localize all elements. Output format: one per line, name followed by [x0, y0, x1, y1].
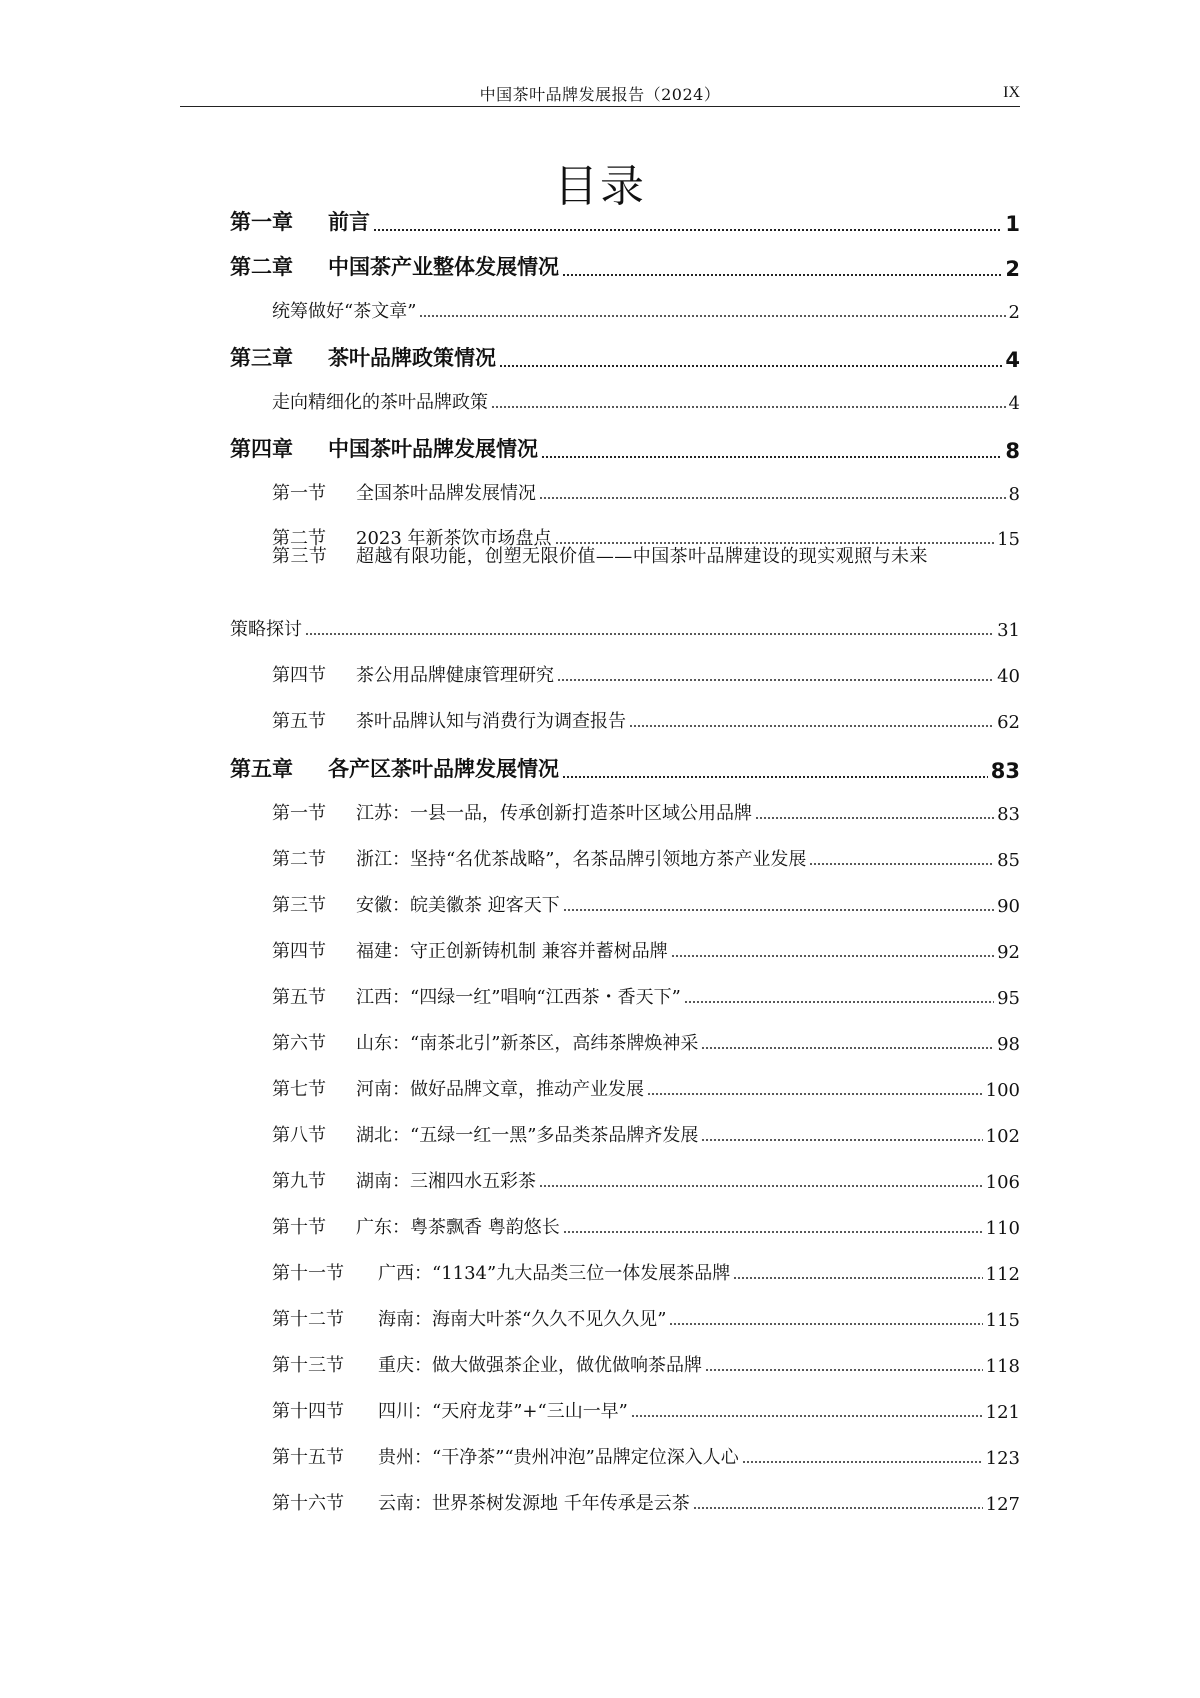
section-number: 第十一节 — [272, 1263, 344, 1284]
chapter-title: 中国茶叶品牌发展情况 — [328, 437, 538, 461]
section-title: 江苏：一县一品，传承创新打造茶叶区域公用品牌 — [356, 803, 752, 824]
page-number: 98 — [997, 1034, 1020, 1055]
toc-section-4-4[interactable] — [230, 661, 1020, 687]
toc-section-5-10[interactable] — [230, 1213, 1020, 1239]
dot-leader — [629, 725, 994, 727]
section-number: 第九节 — [272, 1171, 326, 1192]
dot-leader — [539, 1185, 983, 1187]
page-number: 4 — [1005, 348, 1020, 372]
toc-section-5-5[interactable] — [230, 983, 1020, 1009]
page-number: 92 — [997, 942, 1020, 963]
page-number: 106 — [985, 1172, 1020, 1193]
toc-section-5-3[interactable] — [230, 891, 1020, 917]
section-number: 第二节 — [272, 528, 326, 549]
toc-section-5-2[interactable] — [230, 845, 1020, 871]
section-title: 河南：做好品牌文章，推动产业发展 — [356, 1079, 644, 1100]
section-title: 江西：“四绿一红”唱响“江西茶・香天下” — [356, 987, 681, 1008]
page-number: 115 — [985, 1310, 1020, 1331]
section-number: 第八节 — [272, 1125, 326, 1146]
toc-section-4-3-line1[interactable] — [272, 542, 1020, 568]
dot-leader — [562, 776, 988, 778]
page-number: 102 — [985, 1126, 1020, 1147]
dot-leader — [647, 1093, 983, 1095]
page-number: 83 — [997, 804, 1020, 825]
dot-leader — [491, 406, 1006, 408]
toc-section-4-5[interactable] — [230, 707, 1020, 733]
page-number: 100 — [985, 1080, 1020, 1101]
page-number: 121 — [985, 1402, 1020, 1423]
toc-chapter-5[interactable] — [230, 753, 1020, 783]
page-number: 123 — [985, 1448, 1020, 1469]
section-title: 山东：“南茶北引”新茶区，高纬茶牌焕神采 — [356, 1033, 699, 1054]
toc-section-4-1[interactable] — [230, 479, 1020, 505]
dot-leader — [705, 1369, 983, 1371]
section-title: 茶叶品牌认知与消费行为调查报告 — [356, 711, 626, 732]
section-title: 重庆：做大做强茶企业，做优做响茶品牌 — [378, 1355, 702, 1376]
chapter-title: 前言 — [328, 210, 370, 234]
section-number: 第六节 — [272, 1033, 326, 1054]
toc-title: 目录 — [554, 161, 646, 212]
dot-leader — [631, 1415, 983, 1417]
dot-leader — [562, 274, 1002, 276]
toc-chapter-4[interactable] — [230, 433, 1020, 463]
chapter-number: 第五章 — [230, 757, 293, 781]
chapter-number: 第四章 — [230, 437, 293, 461]
chapter-title: 中国茶产业整体发展情况 — [328, 255, 559, 279]
section-title: 广西：“1134”九大品类三位一体发展茶品牌 — [378, 1263, 731, 1284]
page-number: 2 — [1005, 257, 1020, 281]
section-title: 云南：世界茶树发源地 千年传承是云茶 — [378, 1493, 690, 1514]
dot-leader — [563, 909, 994, 911]
section-title: 全国茶叶品牌发展情况 — [356, 483, 536, 504]
toc-section-5-14[interactable] — [230, 1397, 1020, 1423]
section-title: 四川：“天府龙芽”+“三山一早” — [378, 1401, 628, 1422]
section-title: 湖北：“五绿一红一黑”多品类茶品牌齐发展 — [356, 1125, 699, 1146]
page-number: 40 — [997, 666, 1020, 687]
section-number: 第十六节 — [272, 1493, 344, 1514]
dot-leader — [669, 1323, 982, 1325]
section-title: 茶公用品牌健康管理研究 — [356, 665, 554, 686]
section-title: 安徽：皖美徽茶 迎客天下 — [356, 895, 560, 916]
chapter-number: 第一章 — [230, 210, 293, 234]
section-number: 第四节 — [272, 941, 326, 962]
toc-section-5-11[interactable] — [230, 1259, 1020, 1285]
section-number: 第十三节 — [272, 1355, 344, 1376]
dot-leader — [671, 955, 994, 957]
toc-section-5-15[interactable] — [230, 1443, 1020, 1469]
section-number: 第三节 — [272, 895, 326, 916]
chapter-title: 茶叶品牌政策情况 — [328, 346, 496, 370]
dot-leader — [809, 863, 994, 865]
toc-entry-ch2-sub[interactable] — [230, 297, 1020, 323]
running-header — [180, 76, 1020, 107]
toc-section-4-3-line2[interactable] — [230, 615, 1020, 641]
dot-leader — [499, 365, 1002, 367]
toc-section-5-7[interactable] — [230, 1075, 1020, 1101]
page-number: 1 — [1005, 212, 1020, 236]
section-number: 第二节 — [272, 849, 326, 870]
dot-leader — [733, 1277, 982, 1279]
section-title: 贵州：“干净茶”“贵州冲泡”品牌定位深入人心 — [378, 1447, 739, 1468]
dot-leader — [693, 1507, 983, 1509]
page-number: 95 — [997, 988, 1020, 1009]
toc-chapter-3[interactable] — [230, 342, 1020, 372]
dot-leader — [305, 633, 994, 635]
dot-leader — [419, 315, 1005, 317]
toc-section-5-13[interactable] — [230, 1351, 1020, 1377]
toc-chapter-2[interactable] — [230, 251, 1020, 281]
toc-section-5-4[interactable] — [230, 937, 1020, 963]
entry-title: 统筹做好“茶文章” — [272, 301, 417, 322]
section-title-continued: 策略探讨 — [230, 619, 302, 640]
page-number: 83 — [990, 759, 1020, 783]
section-title: 福建：守正创新铸机制 兼容并蓄树品牌 — [356, 941, 668, 962]
section-number: 第七节 — [272, 1079, 326, 1100]
toc-section-5-1[interactable] — [230, 799, 1020, 825]
section-title: 海南：海南大叶茶“久久不见久久见” — [378, 1309, 667, 1330]
chapter-title: 各产区茶叶品牌发展情况 — [328, 757, 559, 781]
dot-leader — [684, 1001, 994, 1003]
section-title: 浙江：坚持“名优茶战略”，名茶品牌引领地方茶产业发展 — [356, 849, 807, 870]
header-title: 中国茶叶品牌发展报告（2024） — [479, 85, 721, 104]
page-number: 118 — [985, 1356, 1020, 1377]
section-title: 广东：粤茶飘香 粤韵悠长 — [356, 1217, 560, 1238]
page-number: 8 — [1005, 439, 1020, 463]
toc-section-5-16[interactable] — [230, 1489, 1020, 1515]
toc-chapter-1[interactable] — [230, 206, 1020, 236]
entry-title: 走向精细化的茶叶品牌政策 — [272, 392, 488, 413]
dot-leader — [541, 456, 1002, 458]
toc-section-5-12[interactable] — [230, 1305, 1020, 1331]
toc-section-5-8[interactable] — [230, 1121, 1020, 1147]
dot-leader — [563, 1231, 983, 1233]
section-title: 湖南：三湘四水五彩茶 — [356, 1171, 536, 1192]
chapter-number: 第二章 — [230, 255, 293, 279]
header-page-number: IX — [1003, 84, 1020, 101]
dot-leader — [755, 817, 994, 819]
section-number: 第五节 — [272, 711, 326, 732]
page-number: 15 — [997, 529, 1020, 550]
page-number: 90 — [997, 896, 1020, 917]
section-title: 2023 年新茶饮市场盘点 — [356, 528, 552, 549]
dot-leader — [539, 497, 1006, 499]
page-number: 112 — [985, 1264, 1020, 1285]
page-number: 2 — [1008, 302, 1020, 323]
dot-leader — [701, 1139, 982, 1141]
dot-leader — [701, 1047, 994, 1049]
page-number: 85 — [997, 850, 1020, 871]
toc-entry-ch3-sub[interactable] — [230, 388, 1020, 414]
section-number: 第三节 — [272, 546, 328, 567]
toc-section-5-9[interactable] — [230, 1167, 1020, 1193]
section-number: 第一节 — [272, 803, 326, 824]
dot-leader — [557, 679, 994, 681]
section-title: 超越有限功能，创塑无限价值——中国茶叶品牌建设的现实观照与未来 — [356, 546, 928, 567]
dot-leader — [742, 1461, 983, 1463]
section-number: 第十四节 — [272, 1401, 344, 1422]
section-number: 第一节 — [272, 483, 326, 504]
page-number: 31 — [997, 620, 1020, 641]
page-number: 8 — [1008, 484, 1020, 505]
chapter-number: 第三章 — [230, 346, 293, 370]
section-number: 第五节 — [272, 987, 326, 1008]
page-number: 110 — [985, 1218, 1020, 1239]
section-number: 第十节 — [272, 1217, 326, 1238]
section-number: 第十二节 — [272, 1309, 344, 1330]
page-number: 62 — [997, 712, 1020, 733]
section-number: 第十五节 — [272, 1447, 344, 1468]
toc-section-5-6[interactable] — [230, 1029, 1020, 1055]
section-number: 第四节 — [272, 665, 326, 686]
page-number: 127 — [985, 1494, 1020, 1515]
page-number: 4 — [1008, 393, 1020, 414]
dot-leader — [373, 229, 1002, 231]
